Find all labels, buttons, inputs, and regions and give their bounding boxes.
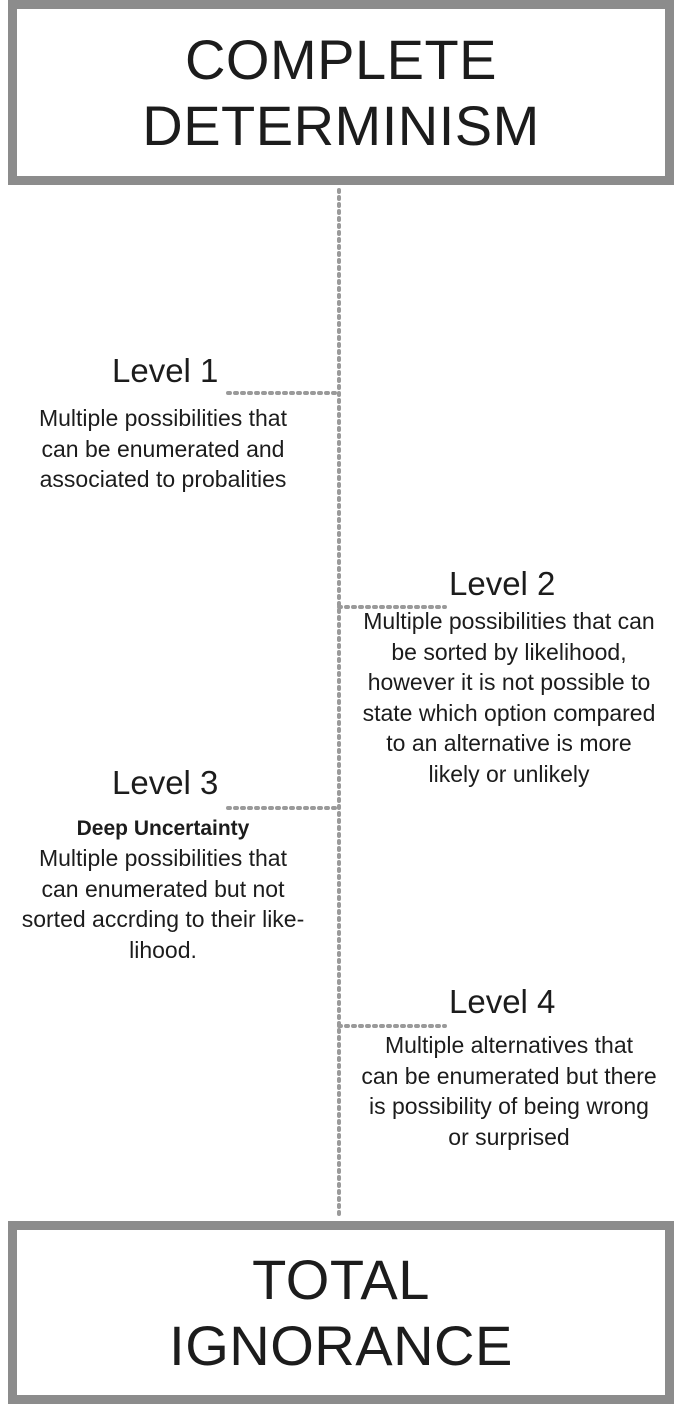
level-3-description — [4, 815, 322, 965]
level-2-desc-line: Multiple possibilities that can — [363, 608, 655, 634]
level-2-desc-line: to an alternative is more — [386, 730, 632, 756]
level-4-desc-line: can be enumerated but there — [361, 1062, 657, 1089]
level-1-desc-line: associated to probalities — [39, 466, 287, 492]
level-3-desc-line: can enumerated but not — [41, 875, 285, 902]
level-1-desc-line: can be enumerated and — [41, 435, 285, 462]
level-4-description — [336, 1030, 682, 1152]
level-3-title: Level 3 — [112, 764, 219, 801]
total-ignorance-box — [8, 1221, 674, 1404]
level-3-desc-line: Multiple possibilities that — [38, 845, 287, 871]
level-3-subtitle: Deep Uncertainty — [76, 817, 250, 840]
level-1-description — [4, 403, 322, 495]
level-4-desc-line: is possibility of being wrong — [369, 1093, 649, 1119]
level-1-desc-line: Multiple possibilities that — [38, 405, 287, 431]
bottom-box-line-1: TOTAL — [252, 1247, 430, 1311]
level-2-description — [336, 606, 682, 789]
level-4-desc-line: or surprised — [448, 1123, 570, 1150]
level-1-title: Level 1 — [112, 352, 219, 389]
top-box-line-2: DETERMINISM — [142, 93, 540, 157]
level-2-desc-line: state which option compared — [362, 699, 656, 726]
level-4-desc-line: Multiple alternatives that — [384, 1032, 633, 1058]
level-2-desc-line: however it is not possible to — [367, 669, 651, 695]
level-2-desc-line: be sorted by likelihood, — [391, 638, 627, 665]
level-3-desc-line: lihood. — [129, 936, 197, 963]
level-4-title: Level 4 — [449, 983, 556, 1020]
bottom-box-line-2: IGNORANCE — [169, 1313, 513, 1377]
top-box-line-1: COMPLETE — [184, 27, 498, 91]
level-2-title: Level 2 — [449, 565, 556, 602]
level-2-desc-line: likely or unlikely — [428, 760, 590, 787]
level-3-desc-line: sorted accrding to their like- — [21, 906, 305, 932]
